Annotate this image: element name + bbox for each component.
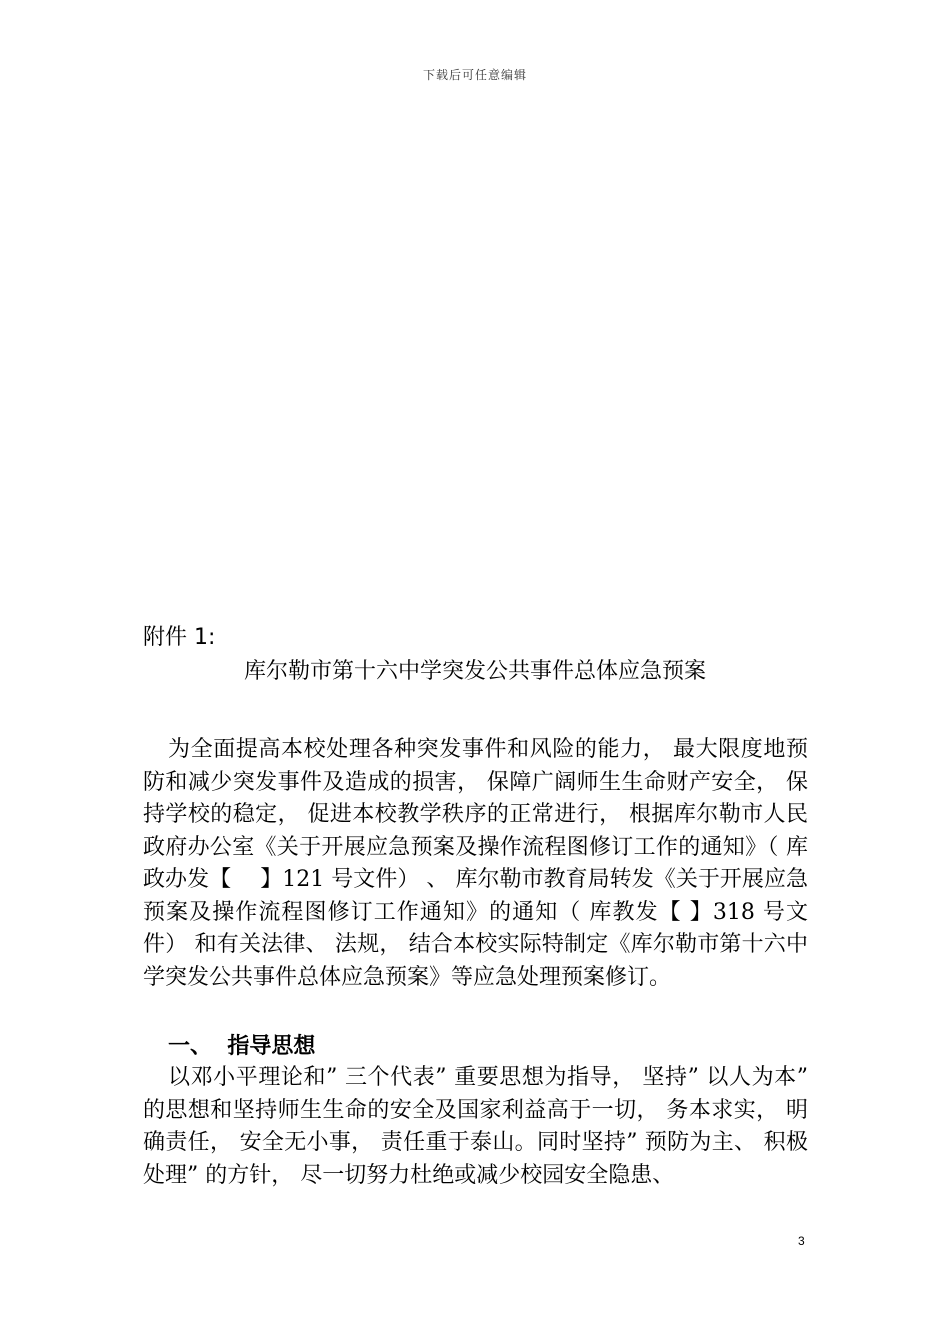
document-title: 库尔勒市第十六中学突发公共事件总体应急预案 [243,659,706,684]
section-heading-guiding-thought: 一、 指导思想 [168,1034,316,1059]
paragraph-intro: 为全面提高本校处理各种突发事件和风险的能力， 最大限度地预防和减少突发事件及造成的损害， 保障广阔师生生命财产安全， 保持学校的稳定， 促进本校教学秩序的正常进行， 根据库尔勒市人民政府办公室《关于开展应急预案及操作流程图修订工作的通知》（ 库政办发【 】121 号文件） 、 库尔勒市教育局转发《关于开展应急预案及操作流程图修订工作通知》的通知（ 库教发【 】318 号文件） 和有关法律、 法规， 结合本校实际特制定《库尔勒市第十六中学突发公共事件总体应急预案》等应急处理预案修订。 [143,737,808,990]
page-number: 3 [798,1234,805,1248]
paragraph-guiding-thought: 以邓小平理论和” 三个代表” 重要思想为指导， 坚持” 以人为本” 的思想和坚持师生生命的安全及国家利益高于一切， 务本求实， 明确责任， 安全无小事， 责任重于泰山。同时坚持” 预防为主、 积极处理” 的方针， 尽一切努力杜绝或减少校园安全隐患、 [143,1065,808,1188]
attachment-label: 附件 1: [143,625,216,650]
header-note: 下载后可任意编辑 [422,68,527,82]
